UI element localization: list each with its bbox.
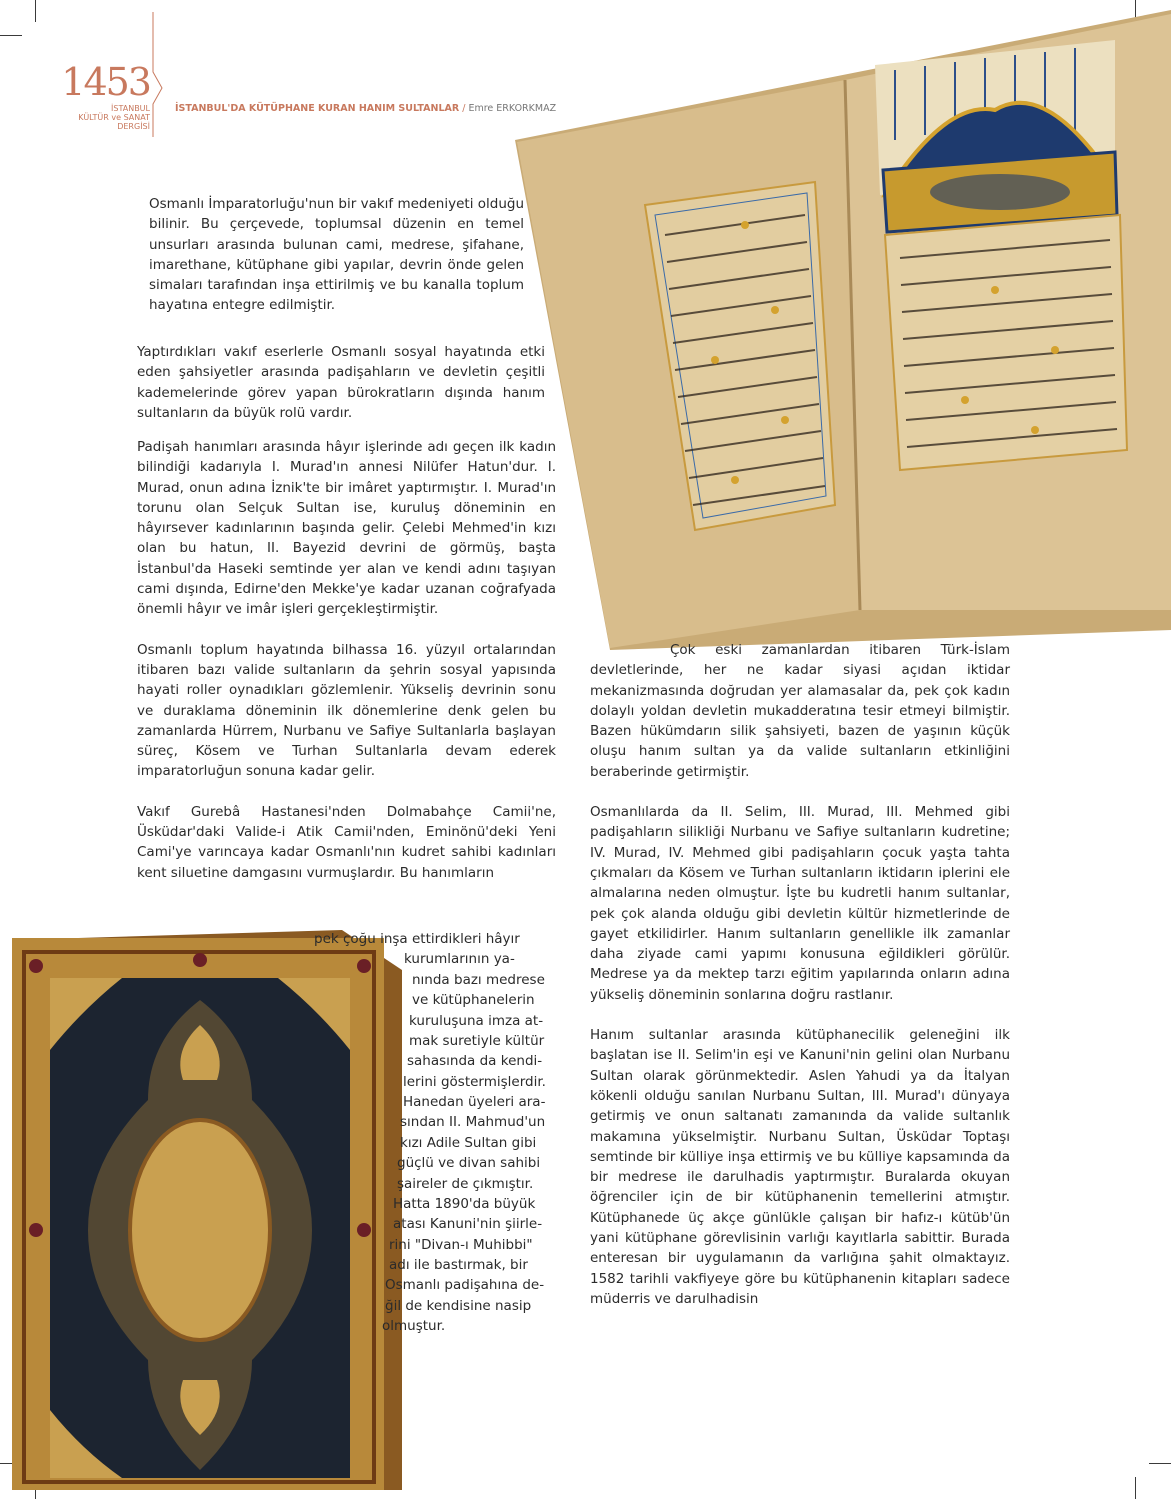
wrap-line: kurumlarının ya-	[404, 951, 515, 967]
wrap-line: adı ile bastırmak, bir	[389, 1257, 528, 1273]
wrap-line: güçlü ve divan sahibi	[397, 1155, 541, 1171]
book-cover-image	[12, 930, 402, 1490]
left-column-3	[137, 437, 556, 903]
masthead-number: 1453	[61, 60, 150, 104]
wrap-line: olmuştur.	[382, 1318, 446, 1334]
crop-mark-bottom-right-h	[1149, 1463, 1171, 1464]
right-paragraph-2: Osmanlılarda da II. Selim, III. Murad, III. Mehmed gibi padişahların silikliği Nurbanu ve Safiye sultanların kudretine; IV. Murad, IV. Mehmed gibi padişahların çocuk yaşta tahta çıkmaları da Kösem ve Turhan sultanların iktidarın iplerini ele almalarına neden olmuştur. İşte bu kudretli hanım sultanlar, pek çok alanda olduğu gibi devletin kültür hizmetlerinde de gayet etkilidirler. Hanım sultanların genellikle ilk zamanlar daha ziyade cami yapımı konusuna eğildikleri görülür. Medrese ya da mektep tarzı eğitim yapılarında onların adına yükseliş döneminin sonlarına doğru rastlanır.	[590, 804, 1010, 1003]
left-column	[149, 194, 524, 336]
wrap-line: Osmanlı padişahına de-	[385, 1277, 545, 1293]
wrap-line: sından II. Mahmud'un	[400, 1114, 546, 1130]
wrap-line: atası Kanuni'nin şiirle-	[393, 1216, 543, 1232]
paragraph-1: Osmanlı İmparatorluğu'nun bir vakıf medeniyeti olduğu bilinir. Bu çerçevede, toplumsal düzenin en temel unsurları arasında bulunan cami, medrese, şifahane, imarethane, kütüphane gibi yapılar, devrin önde gelen simaları tarafından inşa ettirilmiş ve bu kanalla toplum hayatına entegre edilmiştir.	[149, 196, 525, 314]
wrap-line: Hanedan üyeleri ara-	[403, 1094, 546, 1110]
manuscript-image	[515, 10, 1171, 650]
running-head-title: İSTANBUL'DA KÜTÜPHANE KURAN HANIM SULTANLAR	[175, 103, 460, 114]
masthead-line-3: DERGİSİ	[117, 122, 150, 131]
crop-mark-bottom-right-v	[1135, 1477, 1136, 1499]
wrap-line: Hatta 1890'da büyük	[393, 1196, 536, 1212]
masthead-line-2: KÜLTÜR ve SANAT	[78, 113, 150, 122]
paragraph-4: Osmanlı toplum hayatında bilhassa 16. yüzyıl ortalarından itibaren bazı valide sultanların da şehrin sosyal yapısında hayati roller oynadıkları gözlemlenir. Yükseliş devrinin sonu ve duraklama döneminin ilk dönemlerine denk gelen bu zamanlarda Hürrem, Nurbanu ve Safiye Sultanlarla başlayan süreç, Kösem ve Turhan Sultanlarla devam ederek imparatorluğun sonuna kadar gelir.	[137, 641, 556, 780]
paragraph-3: Padişah hanımları arasında hâyır işlerinde adı geçen ilk kadın bilindiği kadarıyla I. Murad'ın annesi Nilüfer Hatun'dur. I. Murad, onun adına İznik'te bir imâret yaptırmıştır. I. Murad'ın torunu olan Selçuk Sultan ise, kuruluş döneminin en hâyırsever kadınlarının başında gelir. Çelebi Mehmed'in kızı olan bu hatun, II. Bayezid devrini de görmüş, başta İstanbul'da Haseki semtinde yer alan ve kendi adını taşıyan cami dışında, Edirne'den Mekke'ye kadar uzanan coğrafyada önemli hâyır ve imâr işleri gerçekleştirmiştir.	[137, 439, 556, 618]
crop-mark-top-left-h	[0, 35, 22, 36]
right-column	[590, 640, 1010, 1329]
masthead	[50, 62, 150, 131]
wrap-line: pek çoğu inşa ettirdikleri hâyır	[314, 931, 520, 947]
right-paragraph-3: Hanım sultanlar arasında kütüphanecilik geleneğini ilk başlatan ise II. Selim'in eşi ve Kanuni'nin gelini olan Nurbanu Sultan olarak görünmektedir. Aslen Yahudi ya da İtalyan kökenli olduğu sanılan Nurbanu Sultan, III. Murad'ı dünyaya getirmiş ve onun saltanatı zamanında da valide sultanlık makamına yükselmiştir. Nurbanu Sultan, Üsküdar Toptaşı semtinde bir külliye inşa ettirmiş ve bu külliye kapsamında da bir medrese ile darulhadis yaptırmıştır. Buralarda okuyan öğrenciler için de bir kütüphanenin temellerini atmıştır. Kütüphanede üç akçe günlükle çalışan bir hafız-ı kütüb'ün yani kütüphane görevlisinin varlığı kayıtlarla sabittir. Burada enteresan bir uygulamanın da varlığına şahit olmaktayız. 1582 tarihli vakfiyeye göre bu kütüphanenin kitapları sadece müderris ve darulhadisin	[590, 1027, 1010, 1307]
wrap-line: şaireler de çıkmıştır.	[397, 1176, 534, 1192]
wrap-line: kuruluşuna imza at-	[409, 1013, 544, 1029]
paragraph-2: Yaptırdıkları vakıf eserlerle Osmanlı sosyal hayatında etki eden şahsiyetler arasında padişahların ve devletin çeşitli kademelerinde görev yapan bürokratların dışında hanım sultanların da büyük rolü vardır.	[137, 344, 545, 421]
running-head-separator: /	[459, 103, 469, 114]
masthead-divider-chevron	[152, 12, 164, 137]
left-column-2	[137, 342, 545, 443]
wrap-line: nında bazı medrese	[412, 972, 545, 988]
masthead-line-1: İSTANBUL	[111, 104, 150, 113]
running-head-author: Emre ERKORKMAZ	[468, 103, 557, 114]
paragraph-5: Vakıf Gurebâ Hastanesi'nden Dolmabahçe Camii'ne, Üsküdar'daki Valide-i Atik Camii'nden, Eminönü'deki Yeni Cami'ye varıncaya kadar Osmanlı'nın kudret sahibi kadınları kent siluetine damgasını vurmuşlardır. Bu hanımların	[137, 803, 556, 881]
wrap-line: ğil de kendisine nasip	[385, 1298, 532, 1314]
wrap-line: lerini göstermişlerdir.	[403, 1074, 546, 1090]
crop-mark-top-left-v	[35, 0, 36, 22]
running-head	[175, 103, 556, 114]
wrap-line: kızı Adile Sultan gibi	[400, 1135, 537, 1151]
wrap-line: mak suretiyle kültür	[409, 1033, 545, 1049]
right-paragraph-1: Çok eski zamanlardan itibaren Türk-İslam devletlerinde, her ne kadar siyasi açıdan iktidar mekanizmasında doğrudan yer alamasalar da, pek çok kadın dolaylı yoldan devletin mukadderatına tesir etmeyi bilmiştir. Bazen hükümdarın silik şahsiyeti, bazen de yaşının küçük oluşu hanım sultan ya da valide sultanların etkinliğini beraberinde getirmiştir.	[590, 642, 1010, 780]
wrap-line: rini "Divan-ı Muhibbi"	[389, 1237, 533, 1253]
wrap-line: ve kütüphanelerin	[412, 992, 535, 1008]
wrap-line: sahasında da kendi-	[407, 1053, 543, 1069]
